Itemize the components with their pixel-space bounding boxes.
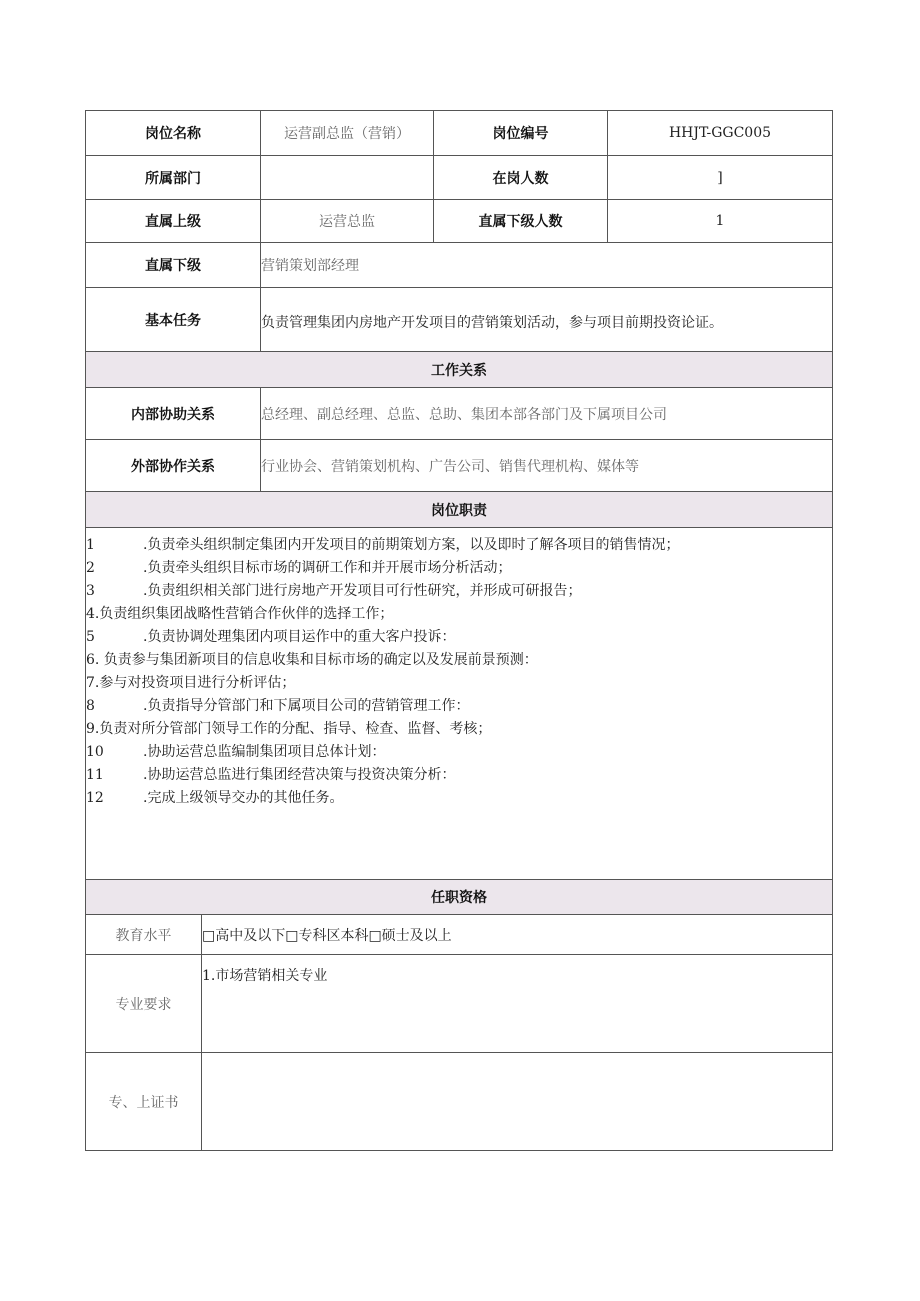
position-name: 运营副总监（营销） xyxy=(260,110,434,156)
duty-item xyxy=(86,718,491,741)
duty-item xyxy=(86,787,343,810)
duty-text: .完成上级领导交办的其他任务。 xyxy=(143,790,344,806)
duty-text: .协助运营总监进行集团经营决策与投资决策分析： xyxy=(143,767,456,783)
duty-text: .负责指导分管部门和下属项目公司的营销管理工作： xyxy=(143,698,470,714)
superior: 运营总监 xyxy=(260,199,434,243)
duty-number: 12 xyxy=(86,790,104,806)
duty-text: .负责组织相关部门进行房地产开发项目可行性研究，并形成可研报告； xyxy=(143,583,582,599)
relations-header: 工作关系 xyxy=(85,351,833,388)
subordinates-count-label: 直属下级人数 xyxy=(433,199,608,243)
duty-text: 9.负责对所分管部门领导工作的分配、指导、检查、监督、考核； xyxy=(86,721,492,737)
duty-item xyxy=(86,603,393,626)
task: 负责管理集团内房地产开发项目的营销策划活动，参与项目前期投资论证。 xyxy=(260,287,833,352)
duty-item xyxy=(86,672,295,695)
duty-item xyxy=(86,580,581,603)
position-code: HHJT-GGC005 xyxy=(607,110,833,156)
duties-list xyxy=(85,527,833,880)
duty-number: 2 xyxy=(86,560,95,576)
position-name-label: 岗位名称 xyxy=(85,110,261,156)
duty-text: .负责牵头组织制定集团内开发项目的前期策划方案，以及即时了解各项目的销售情况； xyxy=(143,537,680,553)
duty-item xyxy=(86,764,455,787)
cert-label: 专、上证书 xyxy=(85,1052,202,1151)
major: 1.市场营销相关专业 xyxy=(201,954,833,1053)
cert xyxy=(201,1052,833,1151)
duty-text: .协助运营总监编制集团项目总体计划： xyxy=(143,744,386,760)
qualifications-header: 任职资格 xyxy=(85,879,833,915)
subordinate-label: 直属下级 xyxy=(85,242,261,288)
duty-number: 1 xyxy=(86,537,95,553)
duty-text: 6. 负责参与集团新项目的信息收集和目标市场的确定以及发展前景预测： xyxy=(86,652,538,668)
duty-item xyxy=(86,557,511,580)
department-label: 所属部门 xyxy=(85,155,261,200)
position-code-label: 岗位编号 xyxy=(433,110,608,156)
duties-header: 岗位职责 xyxy=(85,491,833,528)
duty-text: .负责牵头组织目标市场的调研工作和并开展市场分析活动； xyxy=(143,560,512,576)
headcount-label: 在岗人数 xyxy=(433,155,608,200)
external-relations: 行业协会、营销策划机构、广告公司、销售代理机构、媒体等 xyxy=(260,439,833,492)
duty-number: 11 xyxy=(86,767,104,783)
duty-number: 8 xyxy=(86,698,95,714)
duty-number: 10 xyxy=(86,744,104,760)
duty-number: 5 xyxy=(86,629,95,645)
internal-label: 内部协助关系 xyxy=(85,387,261,440)
external-label: 外部协作关系 xyxy=(85,439,261,492)
headcount: ] xyxy=(607,155,833,200)
duty-item xyxy=(86,626,455,649)
task-label: 基本任务 xyxy=(85,287,261,352)
duty-number: 3 xyxy=(86,583,95,599)
internal-relations: 总经理、副总经理、总监、总助、集团本部各部门及下属项目公司 xyxy=(260,387,833,440)
duty-item xyxy=(86,695,469,718)
subordinates-count: 1 xyxy=(607,199,833,243)
duty-text: 4.负责组织集团战略性营销合作伙伴的选择工作； xyxy=(86,606,394,622)
department xyxy=(260,155,434,200)
duty-text: 7.参与对投资项目进行分析评估； xyxy=(86,675,296,691)
duty-item xyxy=(86,741,385,764)
education-label: 教育水平 xyxy=(85,914,202,955)
duty-item xyxy=(86,534,679,557)
major-label: 专业要求 xyxy=(85,954,202,1053)
education-options: □高中及以下□专科区本科□硕士及以上 xyxy=(201,914,833,955)
subordinate: 营销策划部经理 xyxy=(260,242,833,288)
superior-label: 直属上级 xyxy=(85,199,261,243)
duty-item xyxy=(86,649,538,672)
duty-text: .负责协调处理集团内项目运作中的重大客户投诉： xyxy=(143,629,456,645)
